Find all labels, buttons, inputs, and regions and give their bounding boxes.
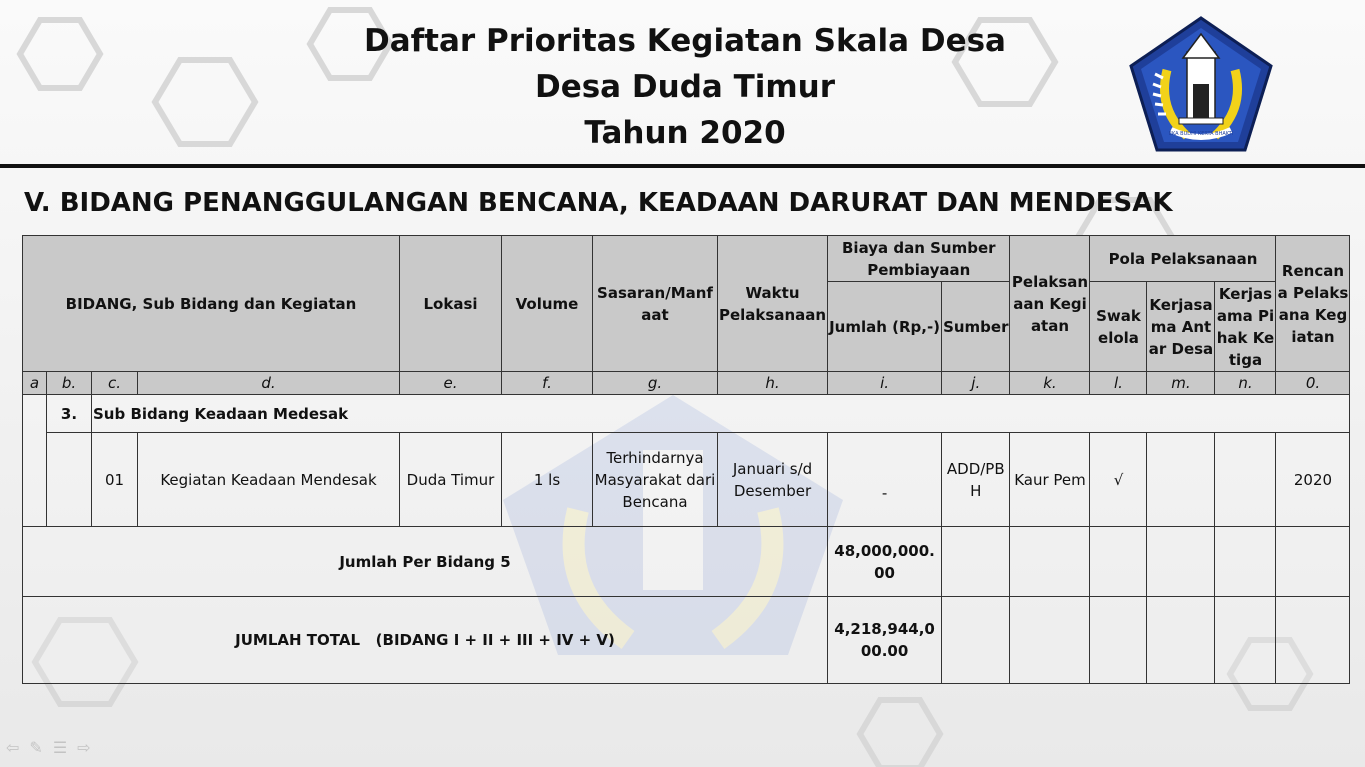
kegiatan-pelaksana: Kaur Pem	[1010, 433, 1090, 527]
section-title: V. BIDANG PENANGGULANGAN BENCANA, KEADAAN DARURAT DAN MENDESAK	[24, 188, 1173, 218]
kegiatan-waktu: Januari s/d Desember	[718, 433, 828, 527]
column-letter: h.	[718, 372, 828, 395]
column-letter: c.	[92, 372, 138, 395]
column-letter: e.	[400, 372, 502, 395]
next-slide-icon[interactable]: ⇨	[77, 740, 91, 757]
blank-cell	[942, 527, 1010, 597]
blank-cell	[1215, 597, 1276, 684]
column-letter-row	[23, 372, 1350, 395]
total-row	[23, 597, 1350, 684]
blank-cell	[1090, 597, 1147, 684]
header-pola: Pola Pelaksanaan	[1090, 236, 1276, 282]
header-antar-desa: Kerjasama Antar Desa	[1147, 282, 1215, 372]
subtotal-label: Jumlah Per Bidang 5	[23, 527, 828, 597]
kegiatan-pihak-ketiga	[1215, 433, 1276, 527]
kegiatan-antar-desa	[1147, 433, 1215, 527]
kegiatan-swakelola: √	[1090, 433, 1147, 527]
column-letter: k.	[1010, 372, 1090, 395]
column-letter: j.	[942, 372, 1010, 395]
blank-cell	[1010, 527, 1090, 597]
kegiatan-lokasi: Duda Timur	[400, 433, 502, 527]
blank-cell	[1090, 527, 1147, 597]
column-letter: i.	[828, 372, 942, 395]
blank-cell	[23, 395, 47, 527]
priority-table	[22, 235, 1350, 684]
blank-cell	[1010, 597, 1090, 684]
header-pihak-ketiga: Kerjasama Pihak Ketiga	[1215, 282, 1276, 372]
header-divider	[0, 164, 1365, 168]
blank-cell	[1215, 527, 1276, 597]
subtotal-row	[23, 527, 1350, 597]
table-row	[23, 433, 1350, 527]
emblem-caption: EKA BUDHI KERTA BHAKTI	[1168, 131, 1234, 137]
header-rencana: Rencana Pelaksana Kegiatan	[1276, 236, 1350, 372]
header-line-3: Tahun 2020	[584, 115, 786, 151]
column-letter: b.	[47, 372, 92, 395]
kegiatan-sasaran: Terhindarnya Masyarakat dari Bencana	[593, 433, 718, 527]
header-biaya: Biaya dan Sumber Pembiayaan	[828, 236, 1010, 282]
previous-slide-icon[interactable]: ⇦	[6, 740, 20, 757]
sub-bidang-row	[23, 395, 1350, 433]
menu-icon[interactable]: ☰	[52, 740, 68, 757]
column-letter: l.	[1090, 372, 1147, 395]
column-letter: 0.	[1276, 372, 1350, 395]
subtotal-value: 48,000,000.00	[828, 527, 942, 597]
sub-bidang-title: Sub Bidang Keadaan Medesak	[92, 395, 1350, 433]
slide-nav-controls	[6, 738, 91, 758]
sub-bidang-number: 3.	[47, 395, 92, 433]
kegiatan-sumber: ADD/PBH	[942, 433, 1010, 527]
header-lokasi: Lokasi	[400, 236, 502, 372]
header-bidang: BIDANG, Sub Bidang dan Kegiatan	[23, 236, 400, 372]
header-sasaran: Sasaran/Manfaat	[593, 236, 718, 372]
blank-cell	[1276, 597, 1350, 684]
header-line-2: Desa Duda Timur	[534, 69, 836, 105]
blank-cell	[1147, 597, 1215, 684]
column-letter: a	[23, 372, 47, 395]
column-letter: f.	[502, 372, 593, 395]
kegiatan-code: 01	[92, 433, 138, 527]
kegiatan-rencana: 2020	[1276, 433, 1350, 527]
header-waktu: Waktu Pelaksanaan	[718, 236, 828, 372]
blank-cell	[942, 597, 1010, 684]
blank-cell	[1147, 527, 1215, 597]
kegiatan-name: Kegiatan Keadaan Mendesak	[138, 433, 400, 527]
regency-emblem-logo	[1127, 14, 1275, 154]
blank-cell	[1276, 527, 1350, 597]
total-value: 4,218,944,000.00	[828, 597, 942, 684]
column-letter: n.	[1215, 372, 1276, 395]
column-letter: m.	[1147, 372, 1215, 395]
kegiatan-jumlah: -	[828, 433, 942, 527]
header-sumber: Sumber	[942, 282, 1010, 372]
header-pelaksana: Pelaksanaan Kegiatan	[1010, 236, 1090, 372]
column-letter: g.	[593, 372, 718, 395]
blank-cell	[47, 433, 92, 527]
kegiatan-volume: 1 ls	[502, 433, 593, 527]
header-swakelola: Swakelola	[1090, 282, 1147, 372]
page-header	[330, 18, 1040, 156]
header-volume: Volume	[502, 236, 593, 372]
column-letter: d.	[138, 372, 400, 395]
header-line-1: Daftar Prioritas Kegiatan Skala Desa	[364, 23, 1006, 59]
total-label: JUMLAH TOTAL (BIDANG I + II + III + IV + V)	[23, 597, 828, 684]
header-jumlah: Jumlah (Rp,-)	[828, 282, 942, 372]
pen-icon[interactable]: ✎	[29, 740, 43, 757]
